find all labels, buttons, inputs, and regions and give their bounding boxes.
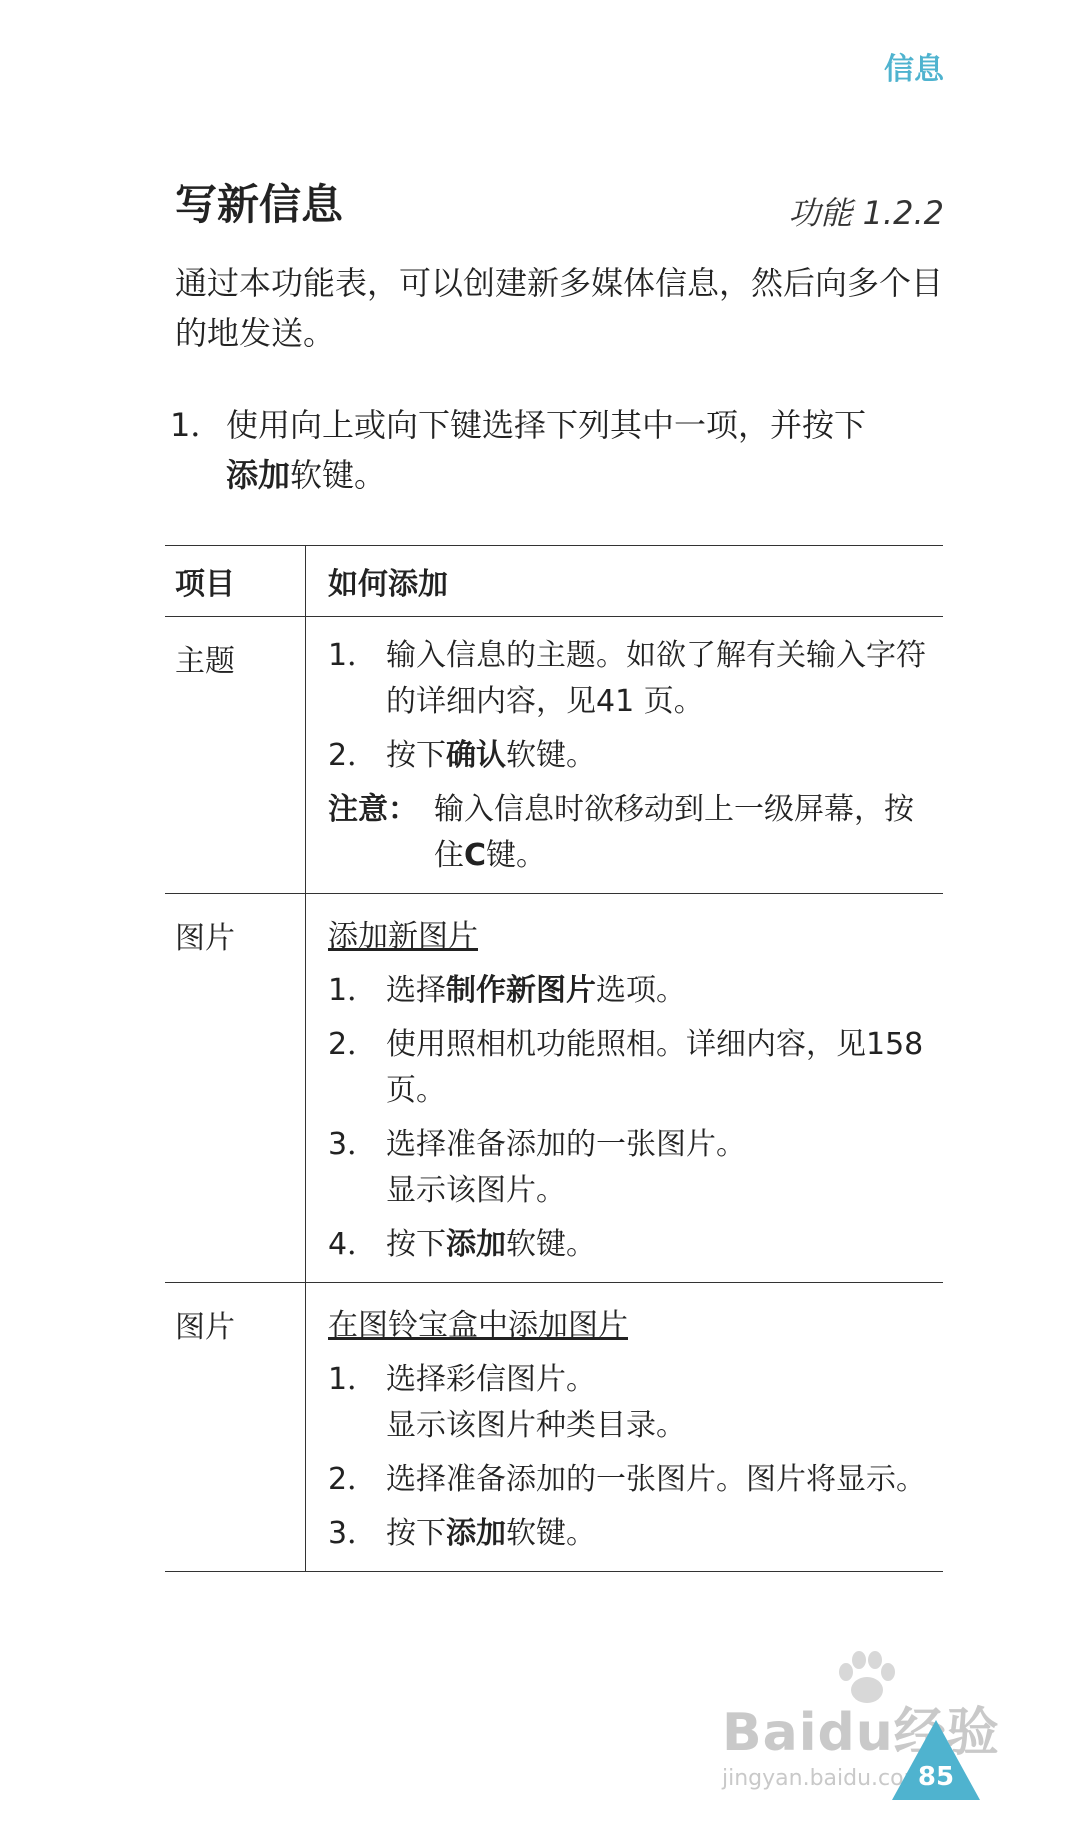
- step-bold: 添加: [226, 456, 291, 494]
- item-number: 1．: [328, 638, 378, 673]
- item-line-1: 选择准备添加的一张图片。: [386, 1127, 746, 1162]
- item-text-bold: 制作新图片: [446, 973, 596, 1008]
- page-title: 写新信息: [175, 180, 344, 229]
- item-number: 3．: [328, 1516, 378, 1551]
- step-1: [170, 400, 970, 500]
- list-item: [328, 1222, 935, 1268]
- item-number: 2．: [328, 738, 378, 773]
- item-text: 选择准备添加的一张图片。图片将显示。: [386, 1462, 926, 1497]
- row-label-text: 主题: [175, 644, 235, 679]
- item-line-2: 显示该图片。: [386, 1173, 566, 1208]
- row-label-text: 图片: [175, 1310, 235, 1345]
- function-code: 功能 1.2.2: [788, 194, 944, 232]
- step-text: 使用向上或向下键选择下列其中一项，并按下: [226, 406, 867, 444]
- item-text-pre: 按下: [386, 1227, 446, 1262]
- item-number: 3．: [328, 1127, 378, 1162]
- watermark-url: jingyan.baidu.com: [722, 1766, 926, 1791]
- item-text: 使用照相机功能照相。详细内容，见158 页。: [386, 1027, 924, 1108]
- note-text-pre: 输入信息时欲移动到上一级屏幕，按住: [434, 792, 914, 873]
- item-text-pre: 按下: [386, 1516, 446, 1551]
- item-text-bold: 添加: [446, 1516, 506, 1551]
- item-line-1: 选择彩信图片。: [386, 1362, 596, 1397]
- row-content: [306, 1283, 944, 1572]
- item-text: [386, 1222, 935, 1268]
- item-text-pre: 按下: [386, 738, 446, 773]
- item-text-pre: 选择: [386, 973, 446, 1008]
- note-text-post: 键。: [486, 838, 547, 873]
- item-number: 4．: [328, 1227, 378, 1262]
- item-text-bold: 添加: [446, 1227, 506, 1262]
- list-item: [328, 633, 935, 725]
- section-tag: 信息: [884, 52, 944, 87]
- row-label: [165, 617, 306, 894]
- list-item: [328, 1511, 935, 1557]
- item-text: 输入信息的主题。如欲了解有关输入字符的详细内容，见41 页。: [386, 638, 926, 719]
- list-item: [328, 1122, 935, 1214]
- row-label: [165, 1283, 306, 1572]
- item-number: 1．: [328, 973, 378, 1008]
- table-header-row: [165, 546, 943, 617]
- step-number: 1．: [170, 406, 223, 444]
- item-text: [386, 968, 935, 1014]
- step-continuation: [170, 450, 970, 500]
- step-text-tail: 软键。: [290, 456, 387, 494]
- row-content: [306, 617, 944, 894]
- item-text: [386, 1122, 935, 1214]
- item-text: [386, 1357, 935, 1449]
- item-text-post: 软键。: [506, 1516, 596, 1551]
- row-label: [165, 894, 306, 1283]
- list-item: [328, 733, 935, 779]
- item-text: [386, 733, 935, 779]
- item-line-2: 显示该图片种类目录。: [386, 1408, 686, 1443]
- table-row-subject: [165, 617, 943, 894]
- row-content: [306, 894, 944, 1283]
- row-subheading: 添加新图片: [328, 919, 478, 954]
- item-number: 2．: [328, 1027, 378, 1062]
- item-text-post: 选项。: [596, 973, 686, 1008]
- list-item: [328, 968, 935, 1014]
- header-how: 如何添加: [306, 546, 944, 617]
- item-text-bold: 确认: [446, 738, 506, 773]
- intro-paragraph: 通过本功能表，可以创建新多媒体信息，然后向多个目的地发送。: [175, 264, 944, 352]
- list-item: [328, 1457, 935, 1503]
- note-label: 注意：: [328, 792, 418, 827]
- item-text-post: 软键。: [506, 1227, 596, 1262]
- note-text: [434, 787, 935, 879]
- list-item: [328, 1022, 935, 1114]
- list-item: [328, 1357, 935, 1449]
- item-text: [386, 1511, 935, 1557]
- table-row-picture-box: [165, 1283, 943, 1572]
- options-table: [165, 545, 943, 1572]
- item-number: 2．: [328, 1462, 378, 1497]
- note: [328, 787, 935, 879]
- item-text-post: 软键。: [506, 738, 596, 773]
- row-subheading: 在图铃宝盒中添加图片: [328, 1308, 628, 1343]
- item-number: 1．: [328, 1362, 378, 1397]
- watermark-logo: Baidu经验: [722, 1703, 1000, 1763]
- note-text-bold: C: [464, 838, 487, 873]
- row-label-text: 图片: [175, 921, 235, 956]
- header-item: 项目: [165, 546, 306, 617]
- page-number: 85: [917, 1762, 955, 1792]
- table-row-picture-new: [165, 894, 943, 1283]
